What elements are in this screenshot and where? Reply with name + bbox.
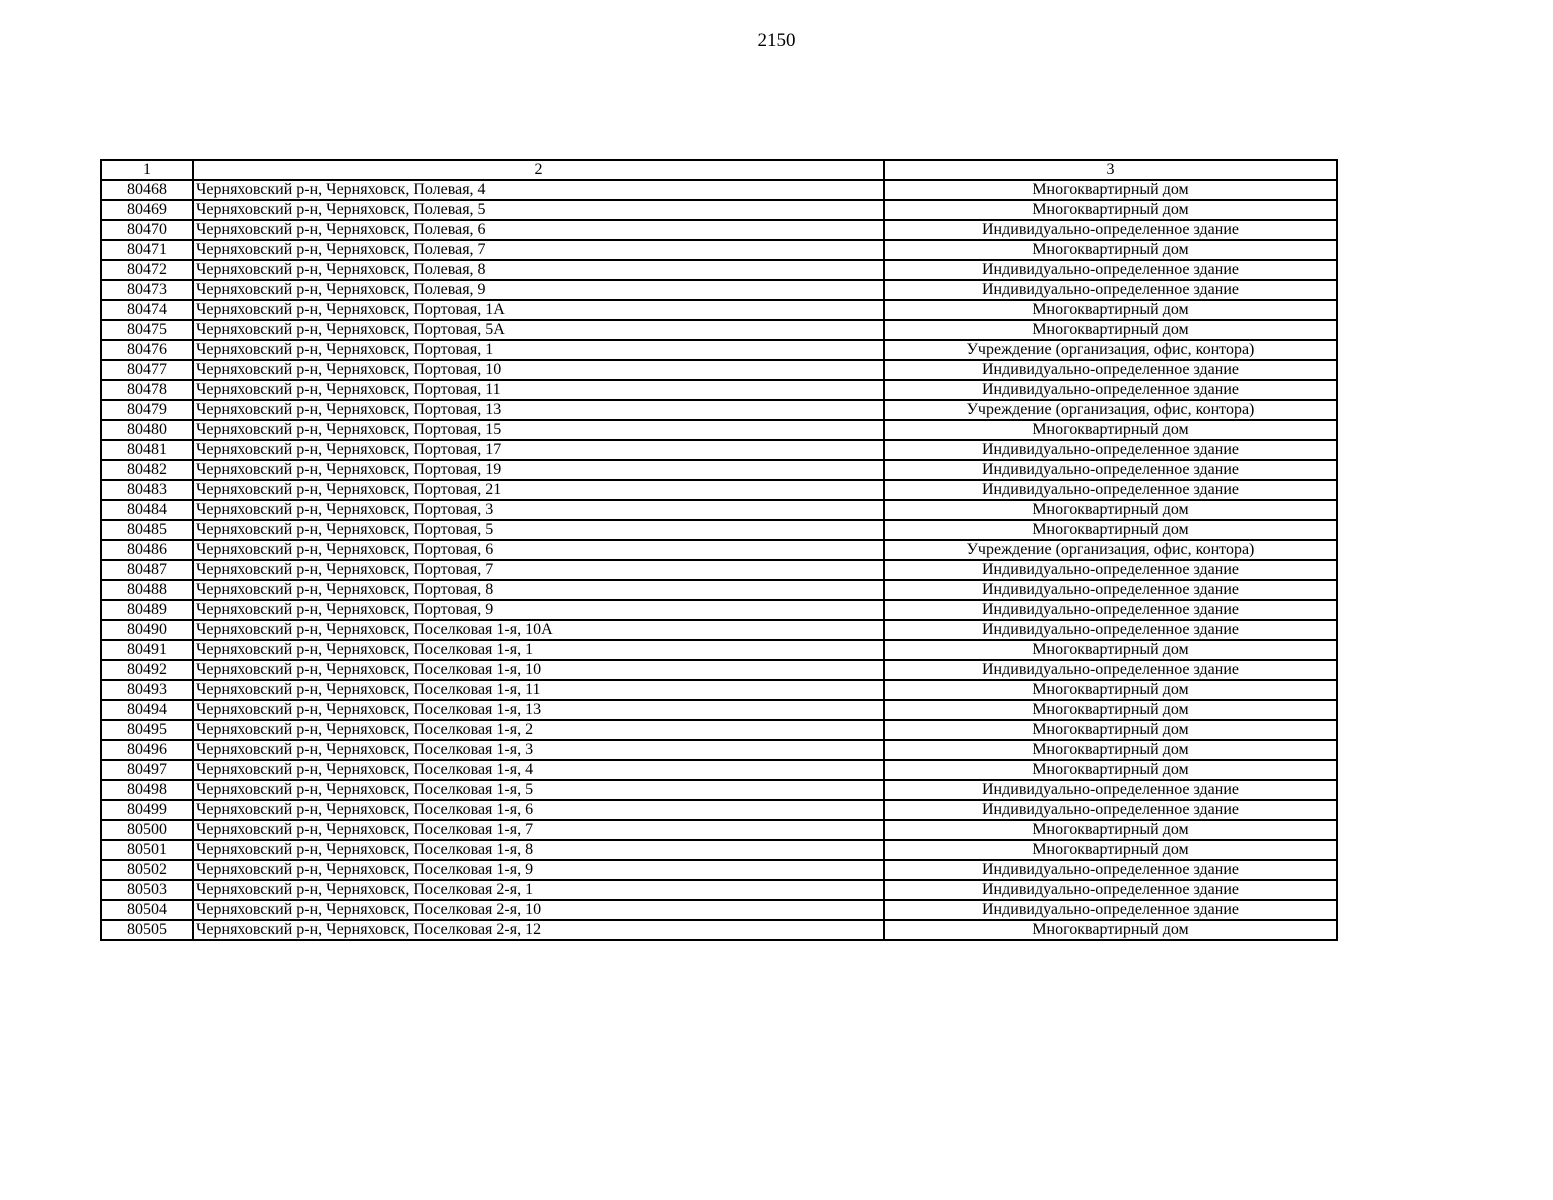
table-row bbox=[101, 460, 1337, 480]
row-number-cell: 80490 bbox=[101, 620, 193, 640]
row-number-cell: 80504 bbox=[101, 900, 193, 920]
address-cell: Черняховский р-н, Черняховск, Портовая, 6 bbox=[193, 540, 884, 560]
table-row bbox=[101, 520, 1337, 540]
table-row bbox=[101, 220, 1337, 240]
row-number-cell: 80480 bbox=[101, 420, 193, 440]
table-body bbox=[101, 160, 1337, 940]
building-type-cell: Индивидуально-определенное здание bbox=[884, 620, 1337, 640]
table-row bbox=[101, 280, 1337, 300]
row-number-cell: 80500 bbox=[101, 820, 193, 840]
address-cell: Черняховский р-н, Черняховск, Поселковая 1-я, 3 bbox=[193, 740, 884, 760]
row-number-cell: 80495 bbox=[101, 720, 193, 740]
table-row bbox=[101, 500, 1337, 520]
table-header-row bbox=[101, 160, 1337, 180]
header-cell-1: 1 bbox=[101, 160, 193, 180]
row-number-cell: 80475 bbox=[101, 320, 193, 340]
building-type-cell: Индивидуально-определенное здание bbox=[884, 480, 1337, 500]
address-cell: Черняховский р-н, Черняховск, Поселковая 1-я, 2 bbox=[193, 720, 884, 740]
address-cell: Черняховский р-н, Черняховск, Поселковая 2-я, 1 bbox=[193, 880, 884, 900]
address-cell: Черняховский р-н, Черняховск, Портовая, 19 bbox=[193, 460, 884, 480]
row-number-cell: 80486 bbox=[101, 540, 193, 560]
table-row bbox=[101, 620, 1337, 640]
address-cell: Черняховский р-н, Черняховск, Поселковая 1-я, 10 bbox=[193, 660, 884, 680]
address-cell: Черняховский р-н, Черняховск, Портовая, 8 bbox=[193, 580, 884, 600]
row-number-cell: 80469 bbox=[101, 200, 193, 220]
building-type-cell: Индивидуально-определенное здание bbox=[884, 880, 1337, 900]
table-row bbox=[101, 740, 1337, 760]
row-number-cell: 80472 bbox=[101, 260, 193, 280]
header-cell-2: 2 bbox=[193, 160, 884, 180]
building-type-cell: Многоквартирный дом bbox=[884, 740, 1337, 760]
register-table bbox=[100, 159, 1338, 941]
row-number-cell: 80470 bbox=[101, 220, 193, 240]
address-cell: Черняховский р-н, Черняховск, Портовая, 10 bbox=[193, 360, 884, 380]
row-number-cell: 80489 bbox=[101, 600, 193, 620]
table-row bbox=[101, 680, 1337, 700]
table-row bbox=[101, 400, 1337, 420]
table-row bbox=[101, 580, 1337, 600]
address-cell: Черняховский р-н, Черняховск, Полевая, 7 bbox=[193, 240, 884, 260]
building-type-cell: Многоквартирный дом bbox=[884, 240, 1337, 260]
address-cell: Черняховский р-н, Черняховск, Поселковая 2-я, 10 bbox=[193, 900, 884, 920]
building-type-cell: Индивидуально-определенное здание bbox=[884, 460, 1337, 480]
row-number-cell: 80468 bbox=[101, 180, 193, 200]
building-type-cell: Многоквартирный дом bbox=[884, 320, 1337, 340]
building-type-cell: Многоквартирный дом bbox=[884, 420, 1337, 440]
table-row bbox=[101, 660, 1337, 680]
address-cell: Черняховский р-н, Черняховск, Поселковая 1-я, 13 bbox=[193, 700, 884, 720]
table-row bbox=[101, 480, 1337, 500]
building-type-cell: Индивидуально-определенное здание bbox=[884, 660, 1337, 680]
table-row bbox=[101, 560, 1337, 580]
row-number-cell: 80488 bbox=[101, 580, 193, 600]
address-cell: Черняховский р-н, Черняховск, Портовая, 17 bbox=[193, 440, 884, 460]
table-row bbox=[101, 860, 1337, 880]
page-number: 2150 bbox=[757, 30, 796, 51]
table-row bbox=[101, 540, 1337, 560]
building-type-cell: Многоквартирный дом bbox=[884, 180, 1337, 200]
address-cell: Черняховский р-н, Черняховск, Поселковая 1-я, 1 bbox=[193, 640, 884, 660]
address-cell: Черняховский р-н, Черняховск, Портовая, 21 bbox=[193, 480, 884, 500]
building-type-cell: Индивидуально-определенное здание bbox=[884, 440, 1337, 460]
address-cell: Черняховский р-н, Черняховск, Портовая, 15 bbox=[193, 420, 884, 440]
building-type-cell: Индивидуально-определенное здание bbox=[884, 800, 1337, 820]
table-row bbox=[101, 760, 1337, 780]
address-cell: Черняховский р-н, Черняховск, Портовая, 3 bbox=[193, 500, 884, 520]
table-row bbox=[101, 640, 1337, 660]
building-type-cell: Индивидуально-определенное здание bbox=[884, 280, 1337, 300]
address-cell: Черняховский р-н, Черняховск, Поселковая 1-я, 8 bbox=[193, 840, 884, 860]
table-row bbox=[101, 780, 1337, 800]
address-cell: Черняховский р-н, Черняховск, Полевая, 8 bbox=[193, 260, 884, 280]
table-row bbox=[101, 700, 1337, 720]
building-type-cell: Многоквартирный дом bbox=[884, 520, 1337, 540]
building-type-cell: Индивидуально-определенное здание bbox=[884, 600, 1337, 620]
row-number-cell: 80477 bbox=[101, 360, 193, 380]
building-type-cell: Индивидуально-определенное здание bbox=[884, 860, 1337, 880]
building-type-cell: Индивидуально-определенное здание bbox=[884, 360, 1337, 380]
row-number-cell: 80497 bbox=[101, 760, 193, 780]
row-number-cell: 80485 bbox=[101, 520, 193, 540]
table-row bbox=[101, 820, 1337, 840]
address-cell: Черняховский р-н, Черняховск, Портовая, 7 bbox=[193, 560, 884, 580]
table-row bbox=[101, 360, 1337, 380]
building-type-cell: Индивидуально-определенное здание bbox=[884, 560, 1337, 580]
building-type-cell: Многоквартирный дом bbox=[884, 300, 1337, 320]
table-row bbox=[101, 920, 1337, 940]
table-row bbox=[101, 900, 1337, 920]
building-type-cell: Учреждение (организация, офис, контора) bbox=[884, 540, 1337, 560]
row-number-cell: 80484 bbox=[101, 500, 193, 520]
row-number-cell: 80478 bbox=[101, 380, 193, 400]
address-cell: Черняховский р-н, Черняховск, Портовая, 5А bbox=[193, 320, 884, 340]
table-row bbox=[101, 260, 1337, 280]
building-type-cell: Индивидуально-определенное здание bbox=[884, 260, 1337, 280]
row-number-cell: 80499 bbox=[101, 800, 193, 820]
building-type-cell: Многоквартирный дом bbox=[884, 840, 1337, 860]
address-cell: Черняховский р-н, Черняховск, Полевая, 5 bbox=[193, 200, 884, 220]
address-cell: Черняховский р-н, Черняховск, Поселковая 1-я, 10А bbox=[193, 620, 884, 640]
building-type-cell: Индивидуально-определенное здание bbox=[884, 220, 1337, 240]
table-row bbox=[101, 300, 1337, 320]
row-number-cell: 80487 bbox=[101, 560, 193, 580]
table-row bbox=[101, 240, 1337, 260]
row-number-cell: 80482 bbox=[101, 460, 193, 480]
address-cell: Черняховский р-н, Черняховск, Портовая, 9 bbox=[193, 600, 884, 620]
address-cell: Черняховский р-н, Черняховск, Портовая, 11 bbox=[193, 380, 884, 400]
row-number-cell: 80473 bbox=[101, 280, 193, 300]
row-number-cell: 80474 bbox=[101, 300, 193, 320]
table-row bbox=[101, 420, 1337, 440]
building-type-cell: Индивидуально-определенное здание bbox=[884, 380, 1337, 400]
row-number-cell: 80476 bbox=[101, 340, 193, 360]
row-number-cell: 80471 bbox=[101, 240, 193, 260]
address-cell: Черняховский р-н, Черняховск, Поселковая 1-я, 11 bbox=[193, 680, 884, 700]
building-type-cell: Многоквартирный дом bbox=[884, 200, 1337, 220]
address-cell: Черняховский р-н, Черняховск, Портовая, 1А bbox=[193, 300, 884, 320]
address-cell: Черняховский р-н, Черняховск, Поселковая 1-я, 7 bbox=[193, 820, 884, 840]
row-number-cell: 80496 bbox=[101, 740, 193, 760]
building-type-cell: Многоквартирный дом bbox=[884, 700, 1337, 720]
row-number-cell: 80493 bbox=[101, 680, 193, 700]
table-row bbox=[101, 600, 1337, 620]
table-row bbox=[101, 200, 1337, 220]
table-row bbox=[101, 440, 1337, 460]
address-cell: Черняховский р-н, Черняховск, Поселковая 2-я, 12 bbox=[193, 920, 884, 940]
table-row bbox=[101, 720, 1337, 740]
building-type-cell: Индивидуально-определенное здание bbox=[884, 780, 1337, 800]
address-cell: Черняховский р-н, Черняховск, Полевая, 6 bbox=[193, 220, 884, 240]
building-type-cell: Учреждение (организация, офис, контора) bbox=[884, 400, 1337, 420]
building-type-cell: Многоквартирный дом bbox=[884, 720, 1337, 740]
address-cell: Черняховский р-н, Черняховск, Полевая, 9 bbox=[193, 280, 884, 300]
row-number-cell: 80479 bbox=[101, 400, 193, 420]
address-cell: Черняховский р-н, Черняховск, Поселковая 1-я, 4 bbox=[193, 760, 884, 780]
address-cell: Черняховский р-н, Черняховск, Портовая, 5 bbox=[193, 520, 884, 540]
building-type-cell: Индивидуально-определенное здание bbox=[884, 900, 1337, 920]
building-type-cell: Индивидуально-определенное здание bbox=[884, 580, 1337, 600]
table-row bbox=[101, 880, 1337, 900]
building-type-cell: Многоквартирный дом bbox=[884, 500, 1337, 520]
row-number-cell: 80491 bbox=[101, 640, 193, 660]
row-number-cell: 80483 bbox=[101, 480, 193, 500]
building-type-cell: Многоквартирный дом bbox=[884, 680, 1337, 700]
row-number-cell: 80503 bbox=[101, 880, 193, 900]
table-row bbox=[101, 800, 1337, 820]
building-type-cell: Многоквартирный дом bbox=[884, 820, 1337, 840]
building-type-cell: Многоквартирный дом bbox=[884, 640, 1337, 660]
row-number-cell: 80501 bbox=[101, 840, 193, 860]
row-number-cell: 80498 bbox=[101, 780, 193, 800]
address-cell: Черняховский р-н, Черняховск, Поселковая 1-я, 6 bbox=[193, 800, 884, 820]
row-number-cell: 80494 bbox=[101, 700, 193, 720]
building-type-cell: Многоквартирный дом bbox=[884, 760, 1337, 780]
row-number-cell: 80505 bbox=[101, 920, 193, 940]
address-cell: Черняховский р-н, Черняховск, Портовая, 1 bbox=[193, 340, 884, 360]
building-type-cell: Многоквартирный дом bbox=[884, 920, 1337, 940]
table-row bbox=[101, 840, 1337, 860]
building-type-cell: Учреждение (организация, офис, контора) bbox=[884, 340, 1337, 360]
header-cell-3: 3 bbox=[884, 160, 1337, 180]
row-number-cell: 80492 bbox=[101, 660, 193, 680]
table-row bbox=[101, 180, 1337, 200]
row-number-cell: 80481 bbox=[101, 440, 193, 460]
address-cell: Черняховский р-н, Черняховск, Поселковая 1-я, 5 bbox=[193, 780, 884, 800]
address-cell: Черняховский р-н, Черняховск, Полевая, 4 bbox=[193, 180, 884, 200]
address-cell: Черняховский р-н, Черняховск, Поселковая 1-я, 9 bbox=[193, 860, 884, 880]
table-row bbox=[101, 340, 1337, 360]
table-row bbox=[101, 380, 1337, 400]
address-cell: Черняховский р-н, Черняховск, Портовая, 13 bbox=[193, 400, 884, 420]
row-number-cell: 80502 bbox=[101, 860, 193, 880]
table-row bbox=[101, 320, 1337, 340]
